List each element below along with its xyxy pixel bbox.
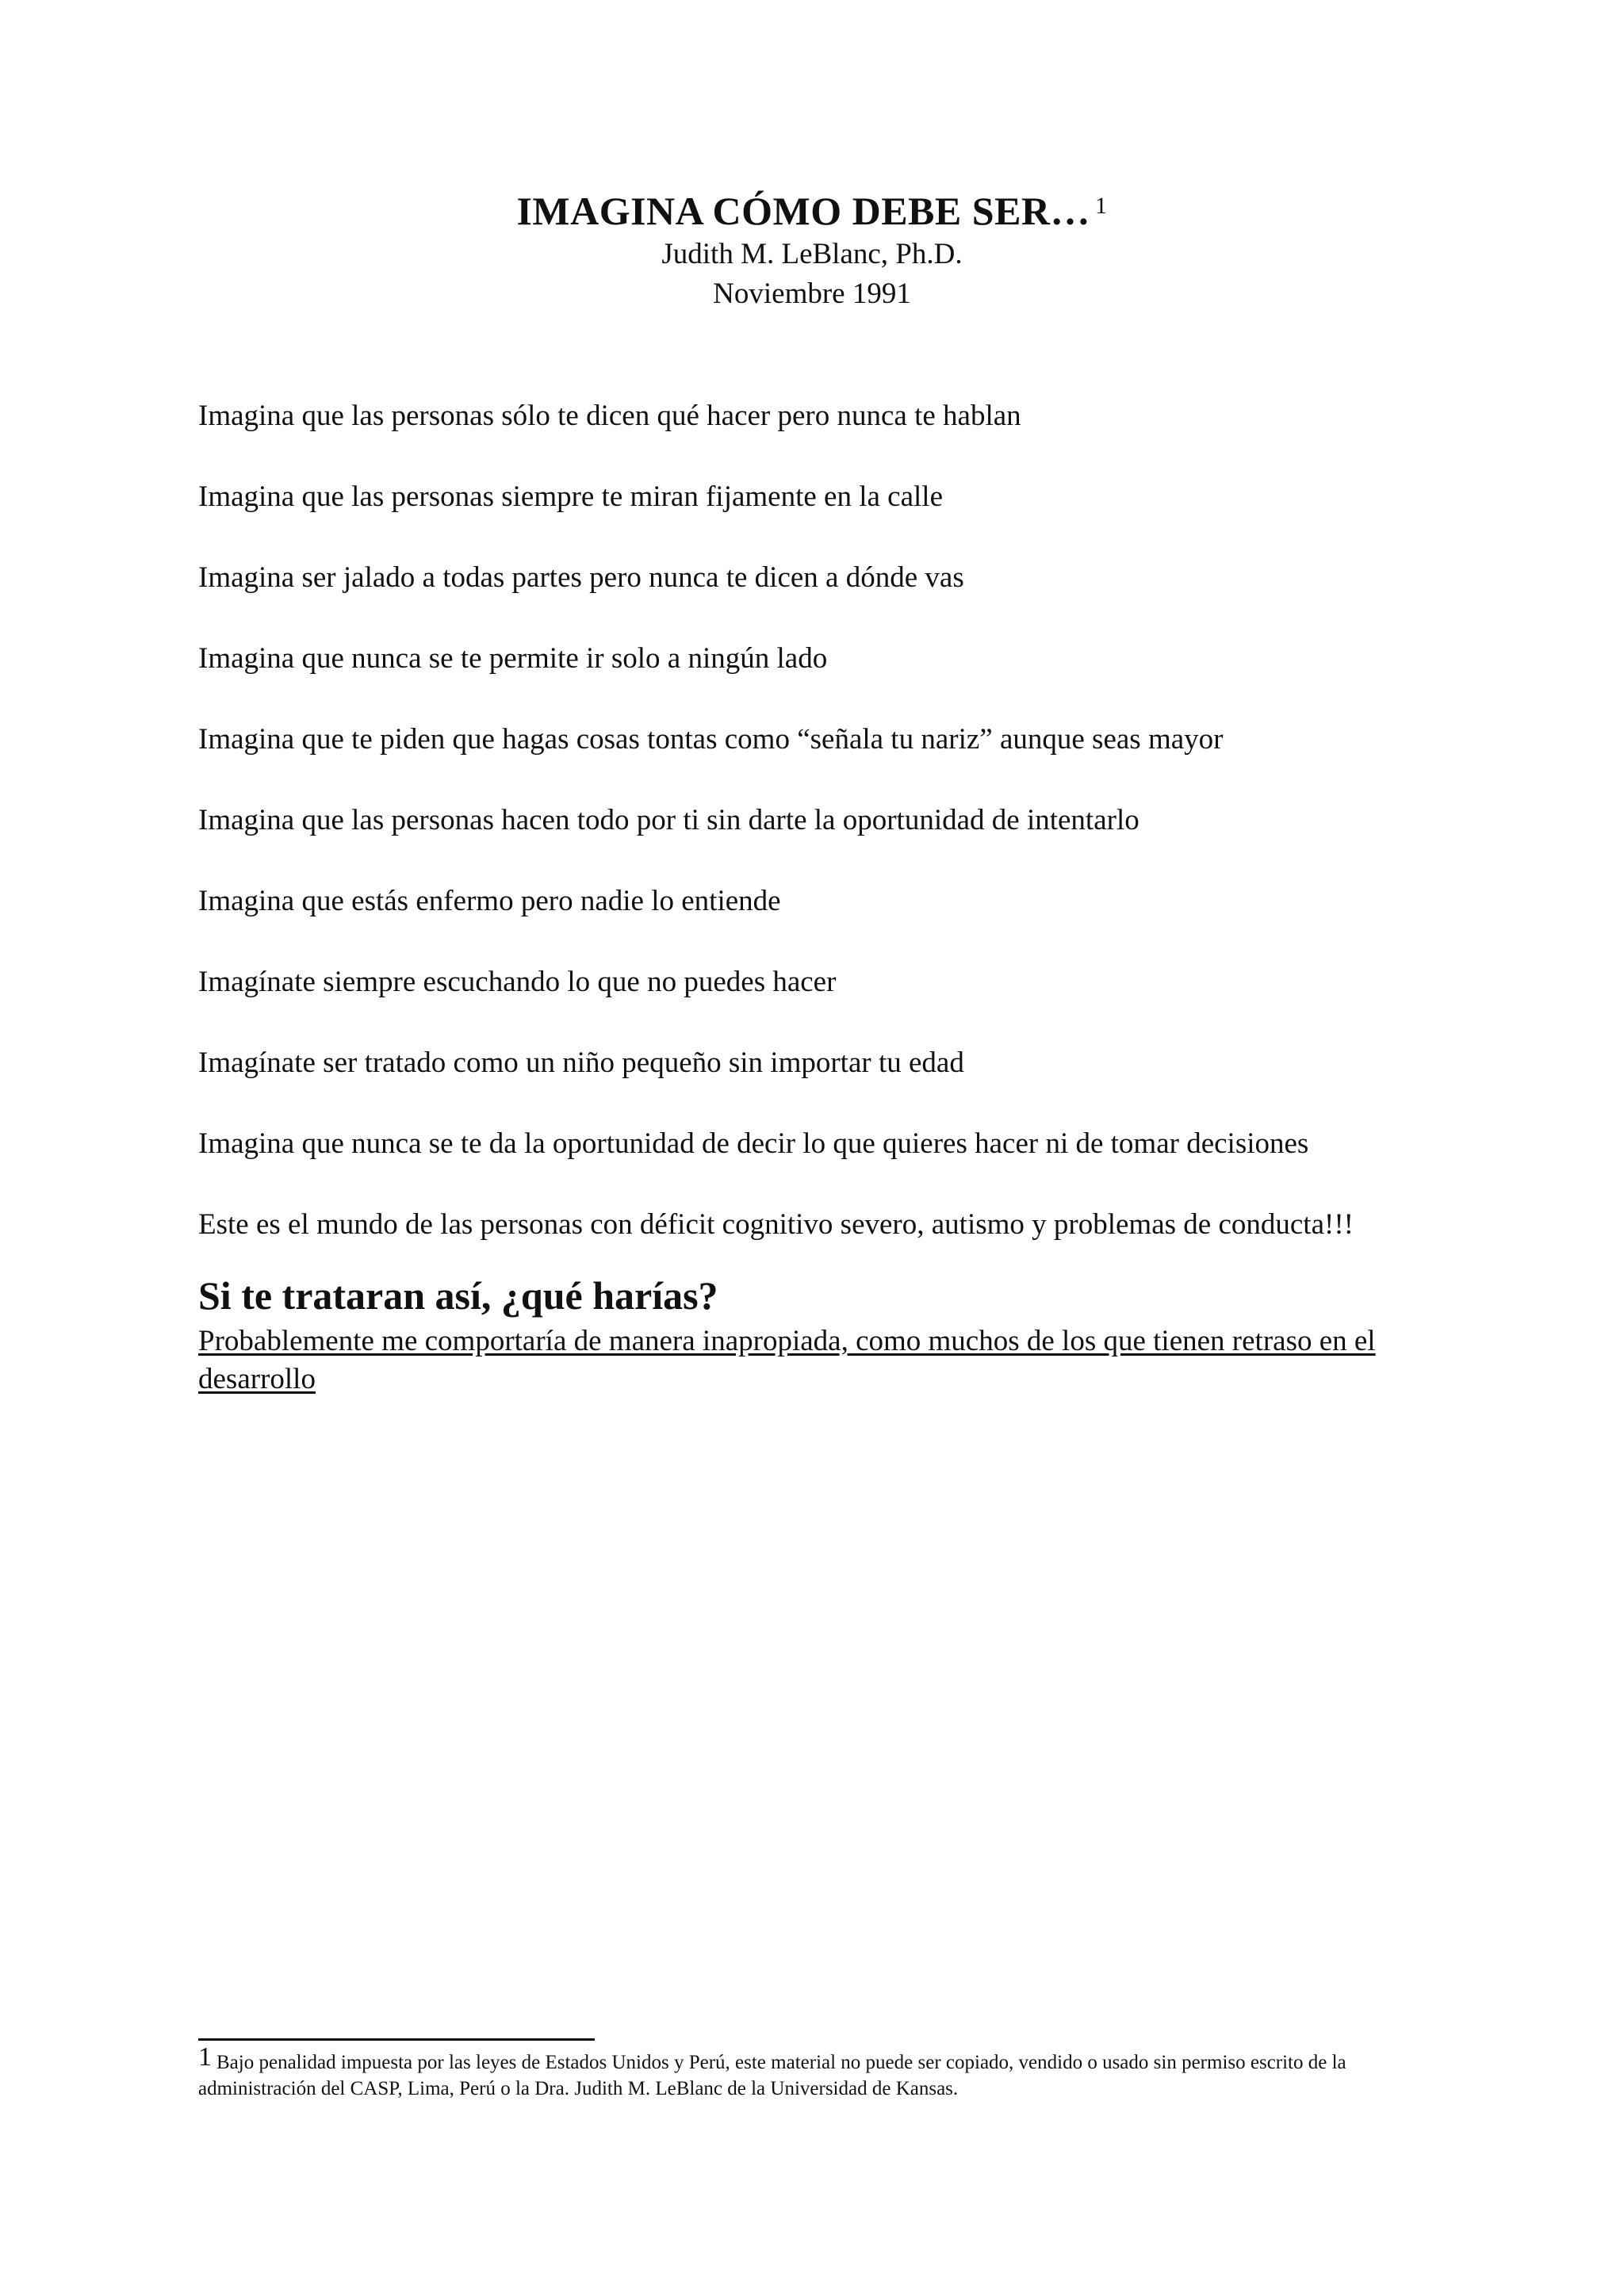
document-title	[0, 187, 1624, 235]
section-question: Si te trataran así, ¿qué harías?	[198, 1273, 718, 1318]
document-date: Noviembre 1991	[713, 277, 911, 310]
paragraph: Imagina que nunca se te da la oportunidad de decir lo que quieres hacer ni de tomar decisiones	[198, 1127, 1309, 1160]
paragraph: Imagínate siempre escuchando lo que no puedes hacer	[198, 966, 837, 998]
footnote-marker: 1	[198, 2042, 212, 2072]
paragraph: Imagina ser jalado a todas partes pero nunca te dicen a dónde vas	[198, 561, 964, 594]
document-header	[0, 187, 1624, 314]
paragraph: Imagina que las personas hacen todo por ti sin darte la oportunidad de intentarlo	[198, 804, 1139, 836]
paragraph: Este es el mundo de las personas con déficit cognitivo severo, autismo y problemas de conducta!!!	[198, 1208, 1354, 1241]
paragraph: Imagina que estás enfermo pero nadie lo entiende	[198, 885, 781, 917]
footnote-text: Bajo penalidad impuesta por las leyes de Estados Unidos y Perú, este material no puede ser copiado, vendido o usado sin permiso escrito de la administración del CASP, Lima, Perú o la Dra. Judith M. LeBlanc de la Universidad de Kansas.	[198, 2052, 1346, 2099]
footnote-divider	[198, 2038, 595, 2041]
title-footnote-ref: 1	[1095, 193, 1108, 219]
document-author: Judith M. LeBlanc, Ph.D.	[661, 238, 963, 270]
document-title-text: IMAGINA CÓMO DEBE SER…	[516, 189, 1091, 233]
document-body	[198, 396, 1435, 1399]
footnote	[198, 2044, 1451, 2102]
paragraph: Imagina que te piden que hagas cosas tontas como “señala tu nariz” aunque seas mayor	[198, 723, 1224, 756]
section-answer: Probablemente me comportaría de manera inapropiada, como muchos de los que tienen retraso en el desarrollo	[198, 1325, 1376, 1395]
paragraph: Imagínate ser tratado como un niño pequeño sin importar tu edad	[198, 1047, 964, 1079]
paragraph: Imagina que las personas siempre te miran fijamente en la calle	[198, 480, 944, 513]
paragraph: Imagina que nunca se te permite ir solo a ningún lado	[198, 642, 828, 675]
paragraph: Imagina que las personas sólo te dicen qué hacer pero nunca te hablan	[198, 400, 1021, 432]
